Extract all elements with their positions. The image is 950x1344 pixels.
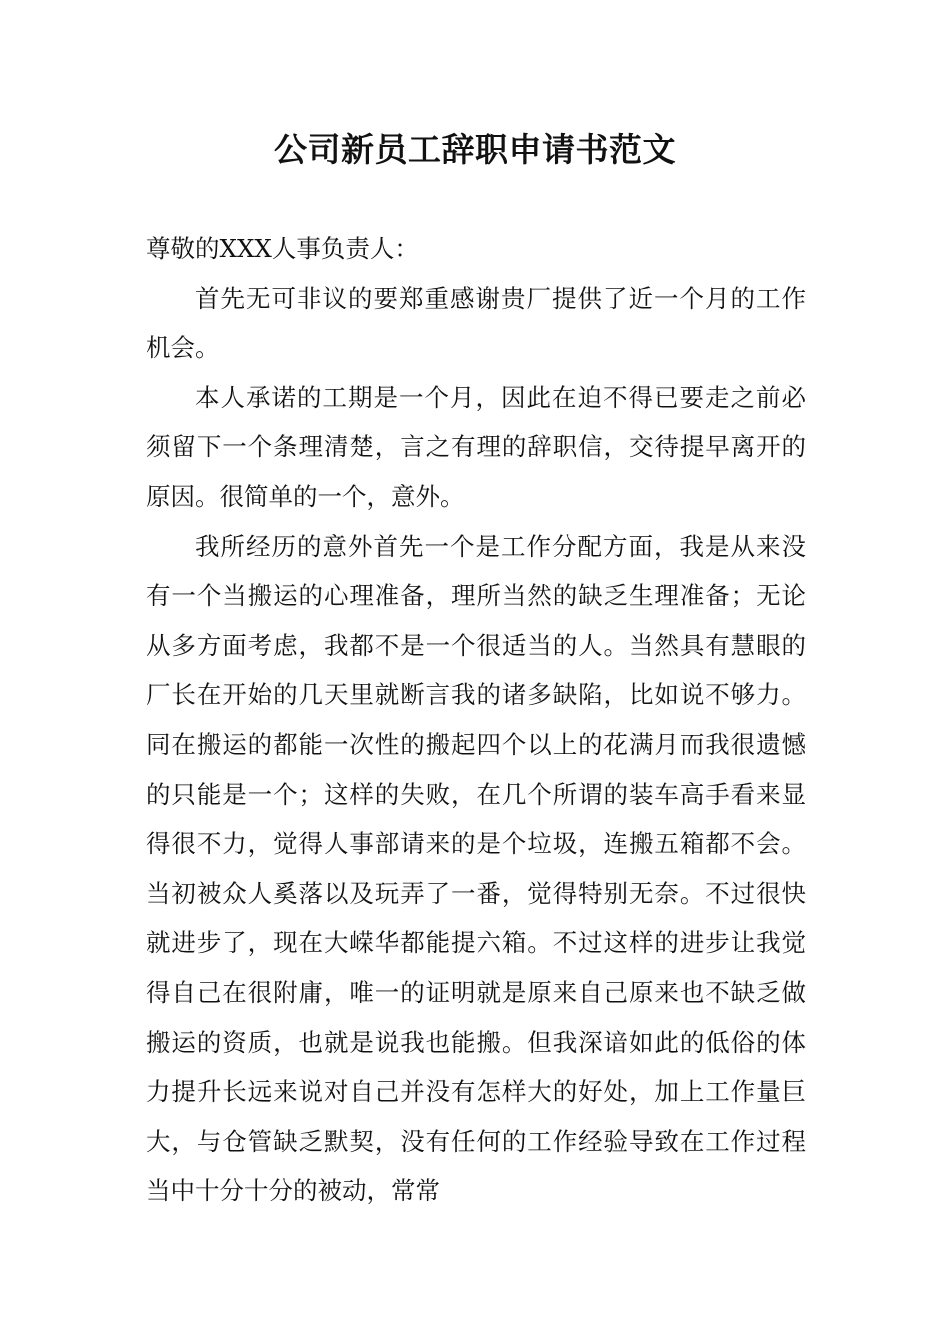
paragraph: 首先无可非议的要郑重感谢贵厂提供了近一个月的工作机会。 <box>146 283 806 363</box>
salutation: 尊敬的XXX人事负责人： <box>146 234 419 263</box>
document-body <box>146 224 806 1216</box>
document-title: 公司新员工辞职申请书范文 <box>274 130 676 169</box>
paragraph: 本人承诺的工期是一个月，因此在迫不得已要走之前必须留下一个条理清楚，言之有理的辞职信，交待提早离开的原因。很简单的一个，意外。 <box>146 382 806 511</box>
paragraph: 我所经历的意外首先一个是工作分配方面，我是从来没有一个当搬运的心理准备，理所当然的缺乏生理准备；无论从多方面考虑，我都不是一个很适当的人。当然具有慧眼的厂长在开始的几天里就断言我的诸多缺陷，比如说不够力。同在搬运的都能一次性的搬起四个以上的花满月而我很遗憾的只能是一个；这样的失败，在几个所谓的装车高手看来显得很不力，觉得人事部请来的是个垃圾，连搬五箱都不会。当初被众人奚落以及玩弄了一番，觉得特别无奈。不过很快就进步了，现在大嵘华都能提六箱。不过这样的进步让我觉得自己在很附庸，唯一的证明就是原来自己原来也不缺乏做搬运的资质，也就是说我也能搬。但我深谙如此的低俗的体力提升长远来说对自己并没有怎样大的好处，加上工作量巨大，与仓管缺乏默契，没有任何的工作经验导致在工作过程当中十分十分的被动，常常 <box>146 531 806 1206</box>
